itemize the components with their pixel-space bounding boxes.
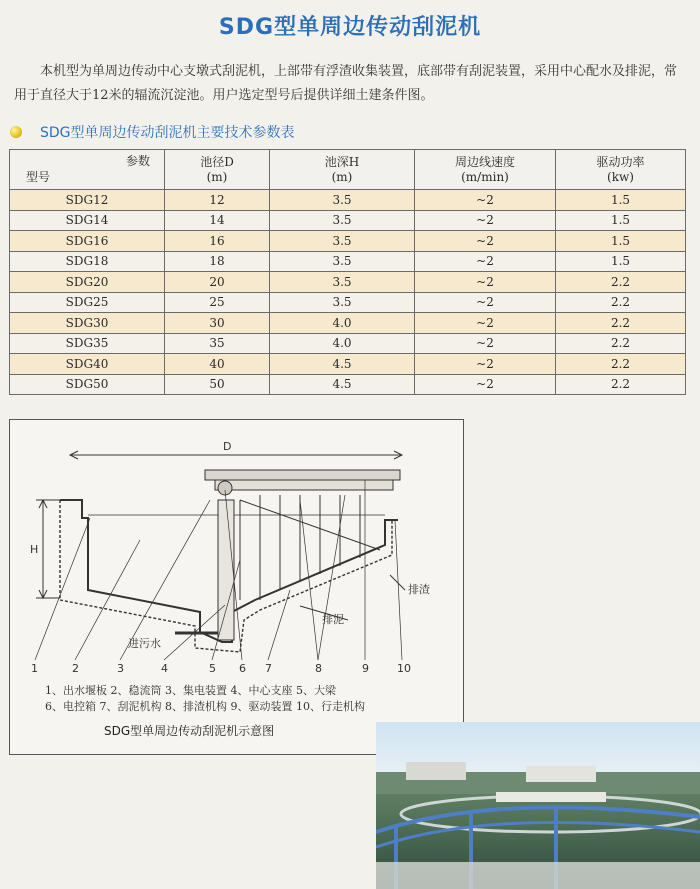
- header-depth: 池深H (m): [270, 150, 415, 190]
- part-number: 10: [397, 662, 411, 675]
- cell-depth: 4.5: [270, 374, 415, 395]
- cell-speed: ~2: [415, 374, 556, 395]
- cell-model: SDG40: [10, 354, 165, 375]
- bridge-beam: [205, 470, 400, 480]
- cell-diameter: 35: [165, 333, 270, 354]
- cell-power: 2.2: [556, 272, 686, 293]
- diagram-caption: SDG型单周边传动刮泥机示意图: [104, 724, 275, 738]
- site-photo: [376, 722, 700, 889]
- label-d: D: [223, 440, 232, 453]
- corner-model-label: 型号: [26, 170, 51, 184]
- page-title: SDG型单周边传动刮泥机: [218, 15, 482, 40]
- label-inflow: 进污水: [128, 637, 161, 650]
- header-speed: 周边线速度 (m/min): [415, 150, 556, 190]
- part-number: 5: [209, 662, 216, 675]
- scraper-arms: [240, 495, 380, 600]
- cell-depth: 3.5: [270, 210, 415, 231]
- cell-diameter: 20: [165, 272, 270, 293]
- cell-speed: ~2: [415, 272, 556, 293]
- cell-power: 2.2: [556, 354, 686, 375]
- cell-diameter: 18: [165, 251, 270, 272]
- cell-diameter: 12: [165, 190, 270, 211]
- bridge-deck: [215, 480, 393, 490]
- label-scum: 排渣: [408, 583, 430, 596]
- corner-param-label: 参数: [125, 154, 150, 168]
- cell-power: 2.2: [556, 374, 686, 395]
- cell-model: SDG30: [10, 313, 165, 334]
- cell-model: SDG35: [10, 333, 165, 354]
- diagram-legend: [45, 683, 365, 715]
- cell-depth: 3.5: [270, 231, 415, 252]
- cell-power: 1.5: [556, 251, 686, 272]
- legend-line: 1、出水堰板 2、稳流筒 3、集电装置 4、中心支座 5、大梁: [45, 684, 336, 697]
- cell-depth: 4.5: [270, 354, 415, 375]
- cell-diameter: 25: [165, 292, 270, 313]
- part-number: 3: [117, 662, 124, 675]
- intro-paragraph: 本机型为单周边传动中心支墩式刮泥机，上部带有浮渣收集装置，底部带有刮泥装置，采用中心配水及排泥，常用于直径大于12米的辐流沉淀池。用户选定型号后提供详细土建条件图。: [14, 64, 678, 103]
- cell-diameter: 40: [165, 354, 270, 375]
- legend-line: 6、电控箱 7、刮泥机构 8、排渣机构 9、驱动装置 10、行走机构: [45, 700, 365, 713]
- cell-depth: 3.5: [270, 292, 415, 313]
- part-number: 7: [265, 662, 272, 675]
- cell-diameter: 16: [165, 231, 270, 252]
- cell-diameter: 50: [165, 374, 270, 395]
- part-number: 8: [315, 662, 322, 675]
- label-h: H: [30, 543, 39, 556]
- cell-speed: ~2: [415, 190, 556, 211]
- cell-depth: 3.5: [270, 190, 415, 211]
- cell-speed: ~2: [415, 333, 556, 354]
- cell-speed: ~2: [415, 292, 556, 313]
- part-number: 2: [72, 662, 79, 675]
- part-number: 6: [239, 662, 246, 675]
- cell-power: 1.5: [556, 231, 686, 252]
- part-numbers: [31, 662, 411, 675]
- part-number: 9: [362, 662, 369, 675]
- cell-speed: ~2: [415, 231, 556, 252]
- cell-power: 2.2: [556, 333, 686, 354]
- cell-speed: ~2: [415, 354, 556, 375]
- cell-model: SDG25: [10, 292, 165, 313]
- cell-power: 1.5: [556, 210, 686, 231]
- table-heading-text: SDG型单周边传动刮泥机主要技术参数表: [40, 125, 295, 141]
- cell-diameter: 14: [165, 210, 270, 231]
- cell-model: SDG18: [10, 251, 165, 272]
- label-sludge: 排泥: [322, 613, 344, 626]
- cell-model: SDG50: [10, 374, 165, 395]
- cell-diameter: 30: [165, 313, 270, 334]
- cell-speed: ~2: [415, 251, 556, 272]
- cell-speed: ~2: [415, 210, 556, 231]
- cell-speed: ~2: [415, 313, 556, 334]
- cell-power: 2.2: [556, 292, 686, 313]
- header-power: 驱动功率 (kw): [556, 150, 686, 190]
- cell-power: 1.5: [556, 190, 686, 211]
- cell-depth: 3.5: [270, 272, 415, 293]
- header-diameter: 池径D (m): [165, 150, 270, 190]
- cell-depth: 4.0: [270, 333, 415, 354]
- cell-depth: 4.0: [270, 313, 415, 334]
- cell-depth: 3.5: [270, 251, 415, 272]
- cell-model: SDG16: [10, 231, 165, 252]
- center-column: [218, 500, 234, 640]
- part-number: 4: [161, 662, 168, 675]
- cell-model: SDG14: [10, 210, 165, 231]
- cell-model: SDG20: [10, 272, 165, 293]
- cell-power: 2.2: [556, 313, 686, 334]
- part-number: 1: [31, 662, 38, 675]
- cell-model: SDG12: [10, 190, 165, 211]
- clarifier-photo: [376, 722, 700, 889]
